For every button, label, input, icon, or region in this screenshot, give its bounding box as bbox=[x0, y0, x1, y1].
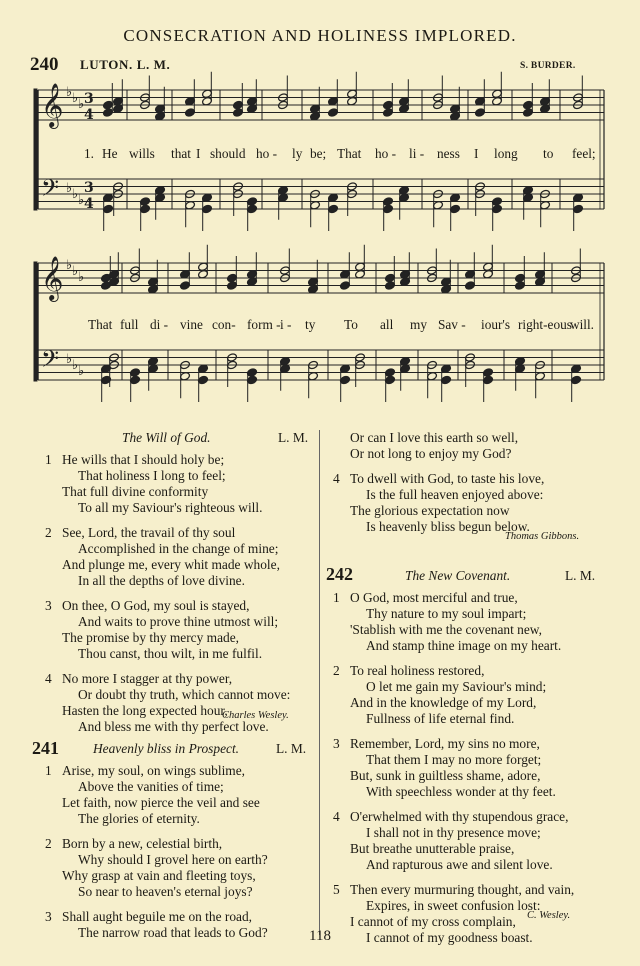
flat-sign: ♭ bbox=[66, 85, 73, 100]
treble-clef: 𝄞 bbox=[41, 256, 64, 300]
stanza-number: 4 bbox=[333, 471, 340, 486]
stanza-number: 2 bbox=[45, 836, 52, 851]
verse-line: Why grasp at vain and fleeting toys, bbox=[62, 868, 256, 883]
lyric-syllable: long bbox=[494, 146, 518, 161]
hymn-242-number: 242 bbox=[326, 564, 353, 584]
flat-sign: ♭ bbox=[78, 364, 85, 379]
verse-line: I cannot of my cross complain, bbox=[350, 914, 516, 929]
lyric-syllable: di - bbox=[150, 317, 169, 332]
flat-sign: ♭ bbox=[66, 258, 73, 273]
lyric-syllable: ho - bbox=[375, 146, 397, 161]
stanza bbox=[333, 809, 630, 873]
flat-sign: ♭ bbox=[72, 91, 79, 106]
stanza bbox=[45, 836, 317, 900]
lyric-syllable: will. bbox=[570, 317, 595, 332]
lyric-syllable: all bbox=[380, 317, 394, 332]
lyric-syllable: That bbox=[88, 317, 113, 332]
hymn-241-stanzas-left bbox=[45, 763, 317, 950]
stanza-number: 3 bbox=[45, 909, 52, 924]
verse-line: He wills that I should holy be; bbox=[62, 452, 225, 467]
lyric-syllable: ho - bbox=[256, 146, 278, 161]
verse-line: 'Stablish with me the covenant new, bbox=[350, 622, 542, 637]
time-signature-top: 3 bbox=[84, 91, 94, 107]
verse-line: Thy nature to my soul impart; bbox=[366, 606, 527, 621]
verse-line: O God, most merciful and true, bbox=[350, 590, 518, 605]
lyric-syllable: to bbox=[543, 146, 554, 161]
lyric-syllable: form - bbox=[247, 317, 281, 332]
system-brace bbox=[34, 89, 37, 210]
stanza bbox=[333, 663, 630, 727]
verse-line: That full divine conformity bbox=[62, 484, 209, 499]
column-divider bbox=[319, 430, 320, 935]
verse-line: And rapturous awe and silent love. bbox=[366, 857, 553, 872]
page-number: 118 bbox=[309, 928, 331, 944]
system-brace bbox=[34, 262, 37, 381]
flat-sign: ♭ bbox=[72, 187, 79, 202]
hymn-242-meter: L. M. bbox=[565, 568, 596, 583]
stanza-number: 2 bbox=[45, 525, 52, 540]
hymn-242-stanzas bbox=[333, 590, 630, 955]
verse-line: Born by a new, celestial birth, bbox=[62, 836, 223, 851]
time-signature-top: 3 bbox=[84, 180, 94, 196]
lyric-syllable: that bbox=[171, 146, 191, 161]
verse-line: Or doubt thy truth, which cannot move: bbox=[78, 687, 291, 702]
verse-line: Or not long to enjoy my God? bbox=[350, 446, 512, 461]
lyric-syllable: That bbox=[337, 146, 362, 161]
stanza-number: 1 bbox=[333, 590, 340, 605]
verse-line: Is the full heaven enjoyed above: bbox=[366, 487, 544, 502]
verse-line: I shall not in thy presence move; bbox=[366, 825, 541, 840]
flat-sign: ♭ bbox=[66, 352, 73, 367]
stanza bbox=[45, 452, 317, 516]
verse-line: And waits to prove thine utmost will; bbox=[78, 614, 279, 629]
hymn-240-title: The Will of God. bbox=[122, 430, 211, 445]
lyric-syllable: right-eous bbox=[518, 317, 572, 332]
verse-line: The promise by thy mercy made, bbox=[62, 630, 240, 645]
lyric-syllable: He bbox=[102, 146, 118, 161]
verse-line: Why should I grovel here on earth? bbox=[78, 852, 268, 867]
lyric-syllable: con- bbox=[212, 317, 236, 332]
lyric-syllable: be; bbox=[310, 146, 327, 161]
verse-line: Fullness of life eternal find. bbox=[366, 711, 515, 726]
time-signature-bottom: 4 bbox=[84, 196, 94, 212]
lyric-syllable: 1. bbox=[84, 146, 94, 161]
stanza-number: 1 bbox=[45, 452, 52, 467]
stanza bbox=[333, 471, 605, 535]
verse-line: Shall aught beguile me on the road, bbox=[62, 909, 253, 924]
flat-sign: ♭ bbox=[78, 193, 85, 208]
stanza-number: 4 bbox=[333, 809, 340, 824]
verse-line: Remember, Lord, my sins no more, bbox=[350, 736, 540, 751]
flat-sign: ♭ bbox=[78, 270, 85, 285]
bass-clef: 𝄢 bbox=[41, 345, 60, 378]
hymn-240-stanzas bbox=[45, 452, 317, 744]
notes bbox=[100, 72, 583, 402]
time-signature-bottom: 4 bbox=[84, 107, 94, 123]
lyric-syllable: should bbox=[210, 146, 246, 161]
bar-lines bbox=[34, 89, 604, 381]
lyric-syllable: my bbox=[410, 317, 427, 332]
flat-sign: ♭ bbox=[72, 264, 79, 279]
stanza-number: 3 bbox=[333, 736, 340, 751]
stanza bbox=[45, 671, 317, 735]
stanza-number: 4 bbox=[45, 671, 52, 686]
verse-line: No more I stagger at thy power, bbox=[62, 671, 233, 686]
hymn-241-title: Heavenly bliss in Prospect. bbox=[93, 741, 240, 756]
verse-line: That holiness I long to feel; bbox=[78, 468, 226, 483]
verse-line: Or can I love this earth so well, bbox=[350, 430, 519, 445]
verse-line: Expires, in sweet confusion lost: bbox=[366, 898, 541, 913]
hymn-241-meter: L. M. bbox=[276, 741, 307, 756]
verse-line: See, Lord, the travail of thy soul bbox=[62, 525, 236, 540]
composer: S. BURDER. bbox=[520, 61, 576, 71]
stanza-number: 5 bbox=[333, 882, 340, 897]
verse-line: But, sunk in guiltless shame, adore, bbox=[350, 768, 541, 783]
bass-clef: 𝄢 bbox=[41, 174, 60, 207]
verse-line: Then every murmuring thought, and vain, bbox=[350, 882, 575, 897]
verse-line: To real holiness restored, bbox=[350, 663, 485, 678]
treble-clef: 𝄞 bbox=[41, 83, 64, 127]
verse-line: The glories of eternity. bbox=[78, 811, 200, 826]
verse-line: And in the knowledge of my Lord, bbox=[350, 695, 537, 710]
tune-name: LUTON. L. M. bbox=[80, 57, 171, 72]
verse-line: Is heavenly bliss begun below. bbox=[366, 519, 530, 534]
flat-sign: ♭ bbox=[66, 181, 73, 196]
verse-line: With speechless wonder at thy feet. bbox=[366, 784, 556, 799]
lyric-syllable: i - bbox=[280, 317, 292, 332]
stanza-number: 3 bbox=[45, 598, 52, 613]
staff-lines bbox=[38, 90, 604, 380]
lyric-syllable: iour's bbox=[481, 317, 510, 332]
lyric-syllable: feel; bbox=[572, 146, 596, 161]
hymn-240-author: Charles Wesley. bbox=[222, 710, 289, 721]
flat-sign: ♭ bbox=[72, 358, 79, 373]
stanza bbox=[45, 763, 317, 827]
verse-line: That them I may no more forget; bbox=[366, 752, 542, 767]
verse-line: The glorious expectation now bbox=[350, 503, 510, 518]
hymn-240-meter: L. M. bbox=[278, 430, 309, 445]
hymn-241-stanzas-right bbox=[333, 430, 605, 544]
lyric-syllable: ty bbox=[305, 317, 316, 332]
verse-line: But breathe unutterable praise, bbox=[350, 841, 515, 856]
stanza bbox=[45, 598, 317, 662]
lyric-syllable: To bbox=[344, 317, 358, 332]
clefs bbox=[41, 83, 94, 379]
verse-line: So near to heaven's eternal joys? bbox=[78, 884, 253, 899]
verse-line: In all the depths of love divine. bbox=[78, 573, 245, 588]
lyric-syllable: full bbox=[120, 317, 139, 332]
stanza bbox=[333, 590, 630, 654]
verse-line: I cannot of my goodness boast. bbox=[366, 930, 533, 945]
stanza bbox=[333, 736, 630, 800]
stanza-number: 1 bbox=[45, 763, 52, 778]
verse-line: Thou canst, thou wilt, in me fulfil. bbox=[78, 646, 263, 661]
flat-sign: ♭ bbox=[78, 97, 85, 112]
lyric-syllable: I bbox=[474, 146, 479, 161]
verse-line: On thee, O God, my soul is stayed, bbox=[62, 598, 250, 613]
verse-line: Let faith, now pierce the veil and see bbox=[62, 795, 260, 810]
verse-line: Accomplished in the change of mine; bbox=[78, 541, 279, 556]
running-title: CONSECRATION AND HOLINESS IMPLORED. bbox=[123, 26, 517, 45]
lyric-syllable: ly bbox=[292, 146, 303, 161]
verse-line: To all my Saviour's righteous will. bbox=[78, 500, 263, 515]
stanza-number: 2 bbox=[333, 663, 340, 678]
tune-number: 240 bbox=[30, 54, 59, 75]
verse-line: O'erwhelmed with thy stupendous grace, bbox=[350, 809, 569, 824]
verse-line: Arise, my soul, on wings sublime, bbox=[62, 763, 246, 778]
hymn-242-title: The New Covenant. bbox=[405, 568, 511, 583]
verse-line: And bless me with thy perfect love. bbox=[78, 719, 269, 734]
hymn-242-author: C. Wesley. bbox=[527, 910, 571, 921]
verse-line: Hasten the long expected hour, bbox=[62, 703, 228, 718]
lyric-syllable: I bbox=[196, 146, 201, 161]
lyric-syllable: ness bbox=[437, 146, 460, 161]
verse-line: The narrow road that leads to God? bbox=[78, 925, 268, 940]
stanza bbox=[45, 525, 317, 589]
verse-line: Above the vanities of time; bbox=[78, 779, 224, 794]
hymn-241-number: 241 bbox=[32, 738, 59, 758]
music-score bbox=[0, 0, 640, 420]
lyric-syllable: wills bbox=[129, 146, 155, 161]
hymn-241-author: Thomas Gibbons. bbox=[505, 531, 580, 542]
verse-line: And stamp thine image on my heart. bbox=[366, 638, 562, 653]
lyric-syllable: Sav - bbox=[438, 317, 466, 332]
verse-line: And plunge me, every whit made whole, bbox=[62, 557, 280, 572]
verse-line: To dwell with God, to taste his love, bbox=[350, 471, 545, 486]
lyric-syllable: vine bbox=[180, 317, 203, 332]
stanza bbox=[350, 430, 605, 462]
verse-line: O let me gain my Saviour's mind; bbox=[366, 679, 547, 694]
lyric-syllable: li - bbox=[409, 146, 425, 161]
